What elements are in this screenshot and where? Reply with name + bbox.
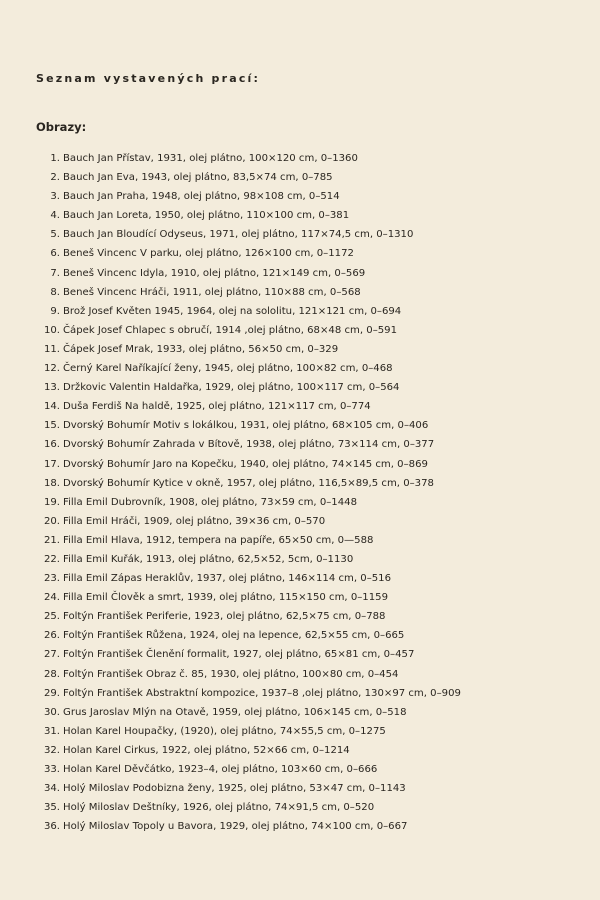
list-item — [0, 607, 600, 626]
item-text: Držkovic Valentin Haldařka, 1929, olej plátno, 100×117 cm, 0–564 — [63, 382, 400, 394]
item-number: 23. — [43, 573, 60, 585]
section-title: Obrazy: — [36, 120, 87, 134]
list-item — [0, 416, 600, 435]
item-number: 31. — [43, 725, 60, 737]
item-number: 10. — [43, 324, 60, 336]
item-text: Foltýn František Abstraktní kompozice, 1937–8 ,olej plátno, 130×97 cm, 0–909 — [63, 687, 461, 699]
item-number: 7. — [50, 267, 60, 279]
list-item — [0, 798, 600, 817]
item-number: 17. — [43, 458, 60, 470]
page-heading: Seznam vystavených prací: — [36, 72, 261, 85]
list-item — [0, 474, 600, 493]
item-number: 14. — [43, 401, 60, 413]
list-item — [0, 149, 600, 168]
item-text: Duša Ferdiš Na haldě, 1925, olej plátno, 121×117 cm, 0–774 — [63, 401, 371, 413]
item-number: 21. — [43, 534, 60, 546]
list-item — [0, 435, 600, 454]
item-text: Dvorský Bohumír Motiv s lokálkou, 1931, olej plátno, 68×105 cm, 0–406 — [63, 420, 429, 432]
item-number: 8. — [50, 286, 60, 298]
list-item — [0, 187, 600, 206]
item-number: 32. — [43, 744, 60, 756]
list-item — [0, 302, 600, 321]
list-item — [0, 588, 600, 607]
item-text: Foltýn František Růžena, 1924, olej na lepence, 62,5×55 cm, 0–665 — [63, 630, 405, 642]
item-text: Filla Emil Hlava, 1912, tempera na papíře, 65×50 cm, 0—588 — [63, 534, 374, 546]
list-item — [0, 569, 600, 588]
list-item — [0, 779, 600, 798]
item-text: Bauch Jan Bloudící Odyseus, 1971, olej plátno, 117×74,5 cm, 0–1310 — [63, 229, 414, 241]
item-text: Dvorský Bohumír Zahrada v Bítově, 1938, olej plátno, 73×114 cm, 0–377 — [63, 439, 435, 451]
item-text: Filla Emil Hráči, 1909, olej plátno, 39×36 cm, 0–570 — [63, 515, 326, 527]
item-text: Brož Josef Květen 1945, 1964, olej na sololitu, 121×121 cm, 0–694 — [63, 305, 402, 317]
item-number: 16. — [43, 439, 60, 451]
item-number: 9. — [50, 305, 60, 317]
item-number: 5. — [50, 229, 60, 241]
item-number: 33. — [43, 764, 60, 775]
list-item — [0, 512, 600, 531]
item-text: Beneš Vincenc Hráči, 1911, olej plátno, 110×88 cm, 0–568 — [63, 286, 361, 298]
list-item — [0, 244, 600, 263]
list-item — [0, 550, 600, 569]
item-text: Grus Jaroslav Mlýn na Otavě, 1959, olej plátno, 106×145 cm, 0–518 — [63, 706, 407, 718]
list-item — [0, 283, 600, 302]
item-number: 28. — [43, 668, 60, 680]
item-number: 34. — [43, 783, 60, 795]
item-text: Bauch Jan Praha, 1948, olej plátno, 98×108 cm, 0–514 — [63, 191, 340, 203]
list-item — [0, 206, 600, 225]
item-number: 22. — [43, 553, 60, 565]
list-item — [0, 455, 600, 474]
item-number: 25. — [43, 611, 60, 623]
item-number: 19. — [43, 496, 60, 508]
item-number: 35. — [43, 802, 60, 814]
item-text: Bauch Jan Přístav, 1931, olej plátno, 100×120 cm, 0–1360 — [63, 153, 358, 164]
item-number: 2. — [50, 172, 60, 184]
list-item — [0, 168, 600, 187]
item-number: 27. — [43, 649, 60, 661]
item-text: Filla Emil Člověk a smrt, 1939, olej plátno, 115×150 cm, 0–1159 — [63, 592, 388, 604]
item-number: 4. — [50, 210, 60, 222]
item-text: Bauch Jan Loreta, 1950, olej plátno, 110×100 cm, 0–381 — [63, 210, 350, 222]
list-item — [0, 817, 600, 836]
item-number: 12. — [43, 363, 60, 375]
list-item — [0, 684, 600, 703]
item-text: Filla Emil Kuřák, 1913, olej plátno, 62,5×52, 5cm, 0–1130 — [63, 553, 354, 565]
item-number: 11. — [43, 343, 60, 355]
item-number: 36. — [43, 821, 60, 833]
list-item — [0, 741, 600, 760]
item-text: Holan Karel Cirkus, 1922, olej plátno, 52×66 cm, 0–1214 — [63, 744, 350, 756]
item-text: Holan Karel Děvčátko, 1923–4, olej plátno, 103×60 cm, 0–666 — [63, 764, 378, 775]
item-number: 18. — [43, 477, 60, 489]
item-number: 26. — [43, 630, 60, 642]
list-item — [0, 626, 600, 645]
list-item — [0, 665, 600, 684]
item-text: Černý Karel Naříkající ženy, 1945, olej plátno, 100×82 cm, 0–468 — [63, 363, 393, 375]
item-text: Čápek Josef Mrak, 1933, olej plátno, 56×50 cm, 0–329 — [63, 343, 339, 355]
item-number: 13. — [43, 382, 60, 394]
list-item — [0, 225, 600, 244]
list-item — [0, 359, 600, 378]
list-item — [0, 397, 600, 416]
item-text: Beneš Vincenc V parku, olej plátno, 126×100 cm, 0–1172 — [63, 248, 354, 260]
list-item — [0, 722, 600, 741]
item-text: Dvorský Bohumír Jaro na Kopečku, 1940, olej plátno, 74×145 cm, 0–869 — [63, 458, 428, 470]
list-item — [0, 760, 600, 779]
item-text: Bauch Jan Eva, 1943, olej plátno, 83,5×74 cm, 0–785 — [63, 172, 333, 184]
list-item — [0, 264, 600, 283]
item-number: 29. — [43, 687, 60, 699]
item-text: Holý Miloslav Deštníky, 1926, olej plátno, 74×91,5 cm, 0–520 — [63, 802, 375, 814]
item-text: Beneš Vincenc Idyla, 1910, olej plátno, 121×149 cm, 0–569 — [63, 267, 366, 279]
item-text: Foltýn František Obraz č. 85, 1930, olej plátno, 100×80 cm, 0–454 — [63, 668, 399, 680]
item-number: 24. — [43, 592, 60, 604]
list-item — [0, 493, 600, 512]
item-number: 20. — [43, 515, 60, 527]
list-item — [0, 703, 600, 722]
item-text: Foltýn František Periferie, 1923, olej plátno, 62,5×75 cm, 0–788 — [63, 611, 386, 623]
item-text: Filla Emil Dubrovník, 1908, olej plátno, 73×59 cm, 0–1448 — [63, 496, 357, 508]
list-item — [0, 531, 600, 550]
works-list — [0, 149, 600, 836]
item-number: 1. — [50, 153, 60, 164]
item-number: 3. — [50, 191, 60, 203]
item-text: Foltýn František Členění formalit, 1927, olej plátno, 65×81 cm, 0–457 — [63, 649, 415, 661]
list-item — [0, 645, 600, 664]
list-item — [0, 340, 600, 359]
item-text: Čápek Josef Chlapec s obručí, 1914 ,olej plátno, 68×48 cm, 0–591 — [63, 324, 398, 336]
item-text: Dvorský Bohumír Kytice v okně, 1957, olej plátno, 116,5×89,5 cm, 0–378 — [63, 477, 434, 489]
item-text: Holý Miloslav Topoly u Bavora, 1929, olej plátno, 74×100 cm, 0–667 — [63, 821, 408, 833]
item-number: 15. — [43, 420, 60, 432]
item-text: Holý Miloslav Podobizna ženy, 1925, olej plátno, 53×47 cm, 0–1143 — [63, 783, 406, 795]
item-number: 6. — [50, 248, 60, 260]
item-text: Holan Karel Houpačky, (1920), olej plátno, 74×55,5 cm, 0–1275 — [63, 725, 386, 737]
item-text: Filla Emil Zápas Heraklův, 1937, olej plátno, 146×114 cm, 0–516 — [63, 573, 392, 585]
list-item — [0, 378, 600, 397]
list-item — [0, 321, 600, 340]
item-number: 30. — [43, 706, 60, 718]
